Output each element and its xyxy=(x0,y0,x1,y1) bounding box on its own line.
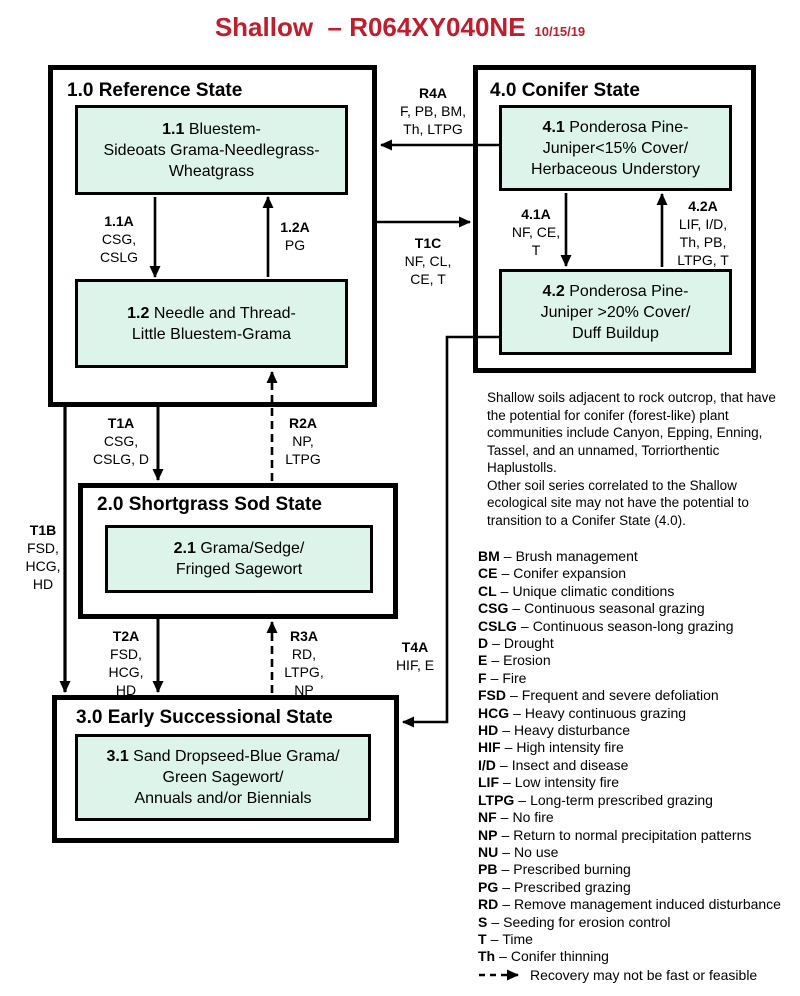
legend-item: FSD – Frequent and severe defoliation xyxy=(478,687,719,704)
label-restoration-r4a: R4A F, PB, BM, Th, LTPG xyxy=(399,85,467,137)
legend-item: LTPG – Long-term prescribed grazing xyxy=(478,791,713,808)
page-title xyxy=(0,12,800,43)
legend-item: E – Erosion xyxy=(478,652,551,669)
page-title-date: 10/15/19 xyxy=(534,24,586,39)
community-box-4-2: 4.2 Ponderosa Pine- Juniper >20% Cover/ Duff Buildup xyxy=(499,269,732,355)
label-transition-t1a: T1A CSG, CSLG, D xyxy=(92,415,150,467)
label-transition-t2a: T2A FSD, HCG, HD xyxy=(108,628,144,698)
label-pathway-1-2a: 1.2A PG xyxy=(280,219,310,253)
legend-item: NF – No fire xyxy=(478,809,554,826)
legend-item: HCG – Heavy continuous grazing xyxy=(478,704,687,721)
community-box-4-1: 4.1 Ponderosa Pine- Juniper<15% Cover/ Herbaceous Understory xyxy=(499,105,732,191)
page-title-text: Shallow – R064XY040NE xyxy=(214,12,526,42)
legend-item: NP – Return to normal precipitation patterns xyxy=(478,826,752,843)
legend-item: F – Fire xyxy=(478,669,527,686)
dashed-arrow-icon xyxy=(478,969,524,981)
legend-item: D – Drought xyxy=(478,635,554,652)
legend-item: BM – Brush management xyxy=(478,548,638,564)
legend-item: HIF – High intensity fire xyxy=(478,739,624,756)
community-box-1-1: 1.1 Bluestem- Sideoats Grama-Needlegrass- Wheatgrass xyxy=(75,105,348,195)
state-title-2: 2.0 Shortgrass Sod State xyxy=(97,494,322,515)
community-box-1-2: 1.2 Needle and Thread- Little Bluestem-Grama xyxy=(75,279,348,368)
legend-item: CSLG – Continuous season-long grazing xyxy=(478,617,734,634)
legend-item: CE – Conifer expansion xyxy=(478,565,627,582)
legend-item: S – Seeding for erosion control xyxy=(478,913,671,930)
state-title-4: 4.0 Conifer State xyxy=(490,80,640,101)
label-restoration-r2a: R2A NP, LTPG xyxy=(285,415,321,467)
legend-item: CL – Unique climatic conditions xyxy=(478,582,675,599)
label-transition-t1c: T1C NF, CL, CE, T xyxy=(404,235,452,287)
legend-item: I/D – Insect and disease xyxy=(478,756,629,773)
state-title-3: 3.0 Early Successional State xyxy=(76,707,333,728)
recovery-legend-label: Recovery may not be fast or feasible xyxy=(530,966,758,983)
label-pathway-4-1a: 4.1A NF, CE, T xyxy=(511,206,561,258)
legend-item: RD – Remove management induced disturbance xyxy=(478,896,781,913)
label-restoration-r3a: R3A RD, LTPG, NP xyxy=(284,628,324,698)
legend-item: LIF – Low intensity fire xyxy=(478,774,620,791)
legend-item: PG – Prescribed grazing xyxy=(478,878,631,895)
soils-note-paragraph-2: Other soil series correlated to the Shallow ecological site may not have the potential to transition to a Conifer State (4.0). xyxy=(487,477,749,528)
abbreviation-legend xyxy=(478,548,793,984)
label-pathway-1-1a: 1.1A CSG, CSLG xyxy=(99,213,139,265)
label-transition-t1b: T1B FSD, HCG, HD xyxy=(25,522,61,592)
legend-item: CSG – Continuous seasonal grazing xyxy=(478,600,705,617)
label-transition-t4a: T4A HIF, E xyxy=(395,639,435,673)
community-box-2-1: 2.1 Grama/Sedge/ Fringed Sagewort xyxy=(105,525,373,593)
soils-note xyxy=(487,389,787,529)
legend-item: Th – Conifer thinning xyxy=(478,948,609,965)
state-title-1: 1.0 Reference State xyxy=(67,80,243,101)
legend-item: T – Time xyxy=(478,930,533,947)
community-box-3-1: 3.1 Sand Dropseed-Blue Grama/ Green Sagewort/ Annuals and/or Biennials xyxy=(75,734,371,821)
soils-note-paragraph-1: Shallow soils adjacent to rock outcrop, that have the potential for conifer (forest-like) plant communities include Canyon, Epping, Enning, Tassel, and an unnamed, Torriorthentic Haplustolls. xyxy=(487,390,776,475)
legend-item: PB – Prescribed burning xyxy=(478,861,631,878)
label-pathway-4-2a: 4.2A LIF, I/D, Th, PB, LTPG, T xyxy=(677,198,729,268)
recovery-legend-item xyxy=(478,967,793,984)
legend-item: HD – Heavy disturbance xyxy=(478,722,630,739)
legend-item: NU – No use xyxy=(478,843,559,860)
